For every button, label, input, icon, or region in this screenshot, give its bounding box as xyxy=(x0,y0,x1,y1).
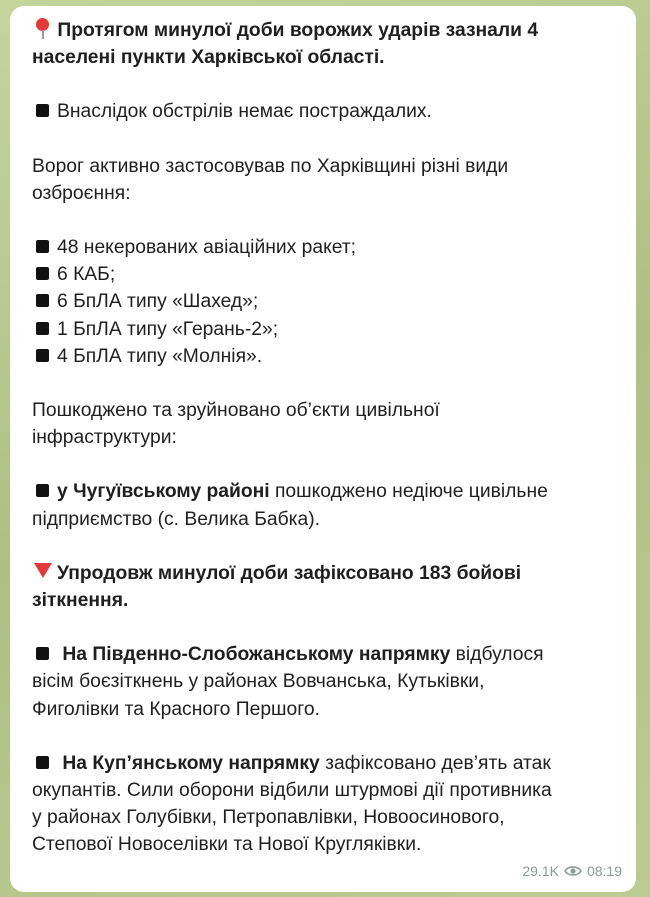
headline-line-1 xyxy=(32,17,622,44)
weapon-item-text: 6 БпЛА типу «Шахед»; xyxy=(57,291,259,313)
damage-intro-line-1: Пошкоджено та зруйновано об’єкти цивільної xyxy=(32,400,440,422)
black-square-icon xyxy=(36,349,49,362)
south-sloboz-rest: відбулося xyxy=(450,644,544,666)
weapons-intro-line-1: Ворог активно застосовував по Харківщині різні види xyxy=(32,155,509,177)
paragraph-south-sloboz xyxy=(32,641,622,723)
no-casualties-text: Внаслідок обстрілів немає постраждалих. xyxy=(57,101,432,123)
list-item xyxy=(32,316,622,343)
black-square-icon xyxy=(36,647,49,660)
pushpin-icon xyxy=(32,18,52,38)
kupiansk-line-4: Степової Новоселівки та Нової Кругляківки. xyxy=(32,834,422,856)
paragraph-weapons-intro xyxy=(32,153,622,207)
weapons-list xyxy=(32,234,622,370)
weapon-item-text: 6 КАБ; xyxy=(57,264,116,286)
list-item xyxy=(32,261,622,288)
headline-text-2: населені пункти Харківської області. xyxy=(32,47,385,69)
weapon-item-text: 4 БпЛА типу «Молнія». xyxy=(57,345,263,367)
clashes-line-1 xyxy=(32,560,622,587)
kupiansk-line-2: окупантів. Сили оборони відбили штурмові дії противника xyxy=(32,780,552,802)
list-item xyxy=(32,288,622,315)
weapon-item-text: 1 БпЛА типу «Герань-2»; xyxy=(57,318,279,340)
black-square-icon xyxy=(36,294,49,307)
paragraph-headline xyxy=(32,17,622,71)
south-sloboz-line-3: Фиголівки та Красного Першого. xyxy=(32,698,320,720)
no-casualties-line xyxy=(32,98,622,125)
chuhuiv-line-2: підприємство (с. Велика Бабка). xyxy=(32,508,321,530)
message-meta xyxy=(522,858,622,885)
black-square-icon xyxy=(36,240,49,253)
clashes-text-1: Упродовж минулої доби зафіксовано 183 бойові xyxy=(57,562,522,584)
kupiansk-line-3: у районах Голубівки, Петропавлівки, Новоосинового, xyxy=(32,807,505,829)
paragraph-clashes xyxy=(32,560,622,614)
headline-text-1: Протягом минулої доби ворожих ударів зазнали 4 xyxy=(57,20,539,41)
south-sloboz-bold: На Південно-Слобожанському напрямку xyxy=(62,644,451,666)
south-sloboz-line-2: вісім боєзіткнень у районах Вовчанська, Кутьківки, xyxy=(32,671,485,693)
south-sloboz-line-1 xyxy=(32,641,622,668)
black-square-icon xyxy=(36,484,49,497)
kupiansk-bold: На Куп’янському напрямку xyxy=(62,752,320,774)
list-item xyxy=(32,343,622,370)
red-triangle-down-icon xyxy=(34,563,52,578)
damage-intro-line-2: інфраструктури: xyxy=(32,427,177,449)
paragraph-kupiansk xyxy=(32,750,622,859)
message-time: 08:19 xyxy=(586,862,622,879)
chuhuiv-bold: у Чугуївському районі xyxy=(57,481,270,503)
black-square-icon xyxy=(36,322,49,335)
list-item xyxy=(32,234,622,261)
kupiansk-rest: зафіксовано дев’ять атак xyxy=(319,752,551,774)
black-square-icon xyxy=(36,267,49,280)
black-square-icon xyxy=(36,756,49,769)
headline-line-2 xyxy=(32,44,622,71)
paragraph-chuhuiv xyxy=(32,478,622,532)
view-count: 29.1K xyxy=(522,862,559,879)
weapons-intro-line-2: озброєння: xyxy=(32,182,131,204)
clashes-line-2 xyxy=(32,587,622,614)
weapon-item-text: 48 некерованих авіаційних ракет; xyxy=(57,237,357,259)
clashes-text-2: зіткнення. xyxy=(32,590,129,612)
paragraph-no-casualties xyxy=(32,98,622,125)
message-bubble xyxy=(10,6,636,892)
chuhuiv-rest: пошкоджено недіюче цивільне xyxy=(269,481,548,503)
kupiansk-line-1 xyxy=(32,750,622,777)
paragraph-damage-intro xyxy=(32,397,622,451)
chuhuiv-line-1 xyxy=(32,478,622,505)
eye-icon xyxy=(564,865,582,877)
black-square-icon xyxy=(36,104,49,117)
